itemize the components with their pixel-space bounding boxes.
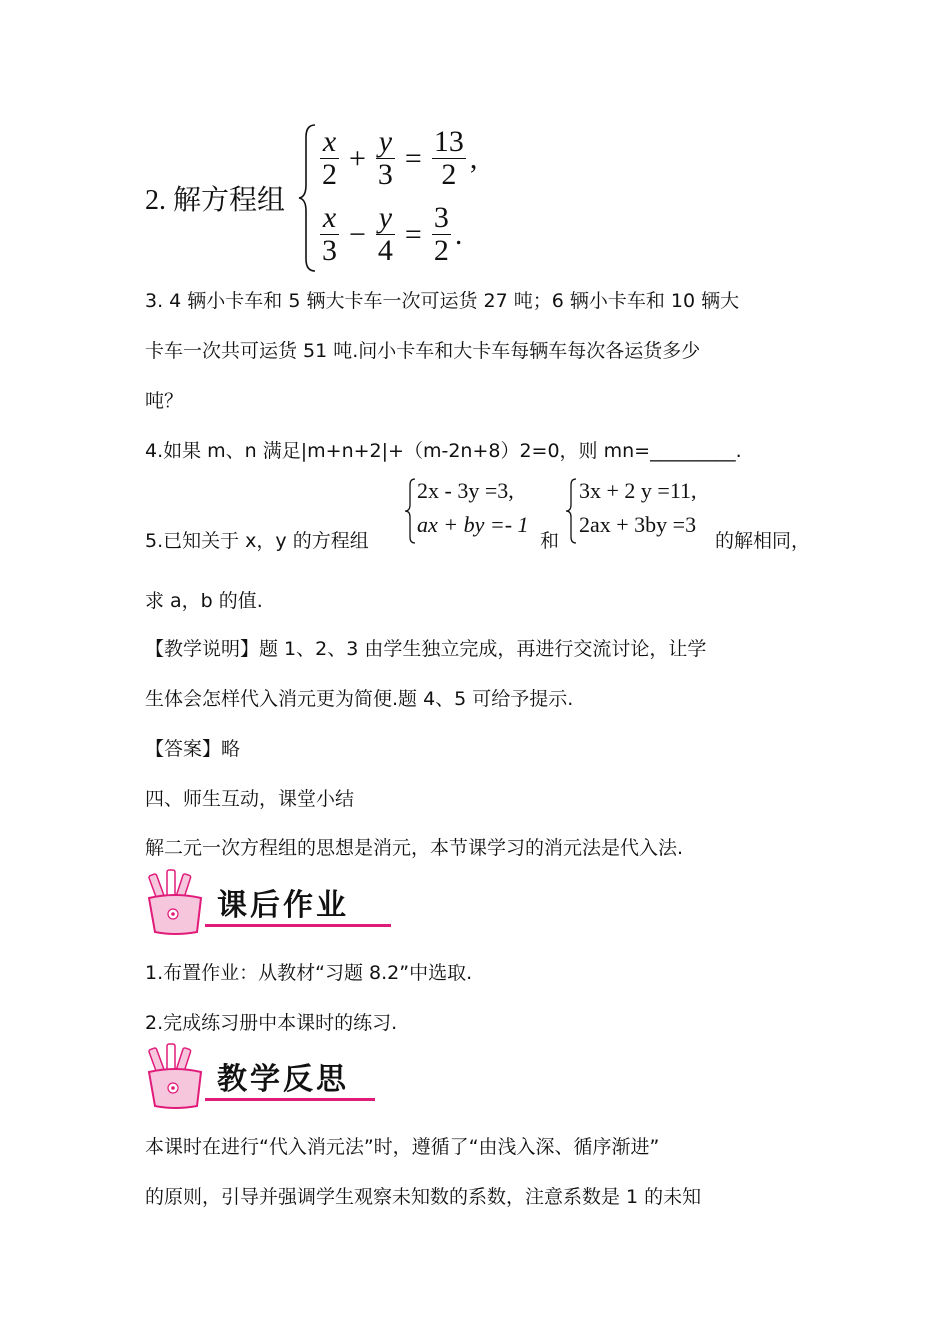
system-1-eq1: 2x - 3y =3,	[417, 478, 514, 503]
homework-banner-rule	[205, 924, 391, 927]
system-2-eq2: 2ax + 3by =3	[579, 512, 697, 537]
problem-2-label: 2. 解方程组	[145, 185, 286, 216]
problem-3-line-3: 吨？	[145, 390, 184, 412]
section-4-text: 解二元一次方程组的思想是消元，本节课学习的消元法是代入法.	[145, 837, 684, 859]
reflection-banner-title: 教学反思	[217, 1062, 349, 1097]
problem-4: 4.如果 m、n 满足|m+n+2|+（m-2n+8）2=0，则 mn=_________.	[145, 440, 742, 462]
reflection-banner-rule	[205, 1098, 375, 1101]
answer: 【答案】略	[145, 738, 241, 760]
problem-2-eq1: $\frac{x}{2}$ + $\frac{y}{3}$ = $\frac{13}{2}$ ,	[322, 125, 478, 191]
reflection-banner	[145, 1042, 385, 1110]
system-1-eq2: ax + by =- 1	[417, 512, 529, 537]
homework-item-2: 2.完成练习册中本课时的练习.	[145, 1012, 398, 1034]
reflection-line-2: 的原则，引导并强调学生观察未知数的系数，注意系数是 1 的未知	[145, 1186, 702, 1208]
problem-2	[145, 120, 565, 280]
homework-item-1: 1.布置作业：从教材“习题 8.2”中选取.	[145, 962, 473, 984]
section-4-heading: 四、师生互动，课堂小结	[145, 788, 355, 810]
problem-5	[145, 472, 825, 562]
left-brace-icon	[565, 478, 577, 544]
problem-5-line-2: 求 a，b 的值.	[145, 590, 263, 612]
problem-3-line-1: 3. 4 辆小卡车和 5 辆大卡车一次可运货 27 吨；6 辆小卡车和 10 辆大	[145, 290, 740, 312]
problem-3-line-2: 卡车一次共可运货 51 吨.问小卡车和大卡车每辆车每次各运货多少	[145, 340, 701, 362]
teaching-note-line-2: 生体会怎样代入消元更为简便.题 4、5 可给予提示.	[145, 688, 574, 710]
problem-2-eq2: $\frac{x}{3}$ − $\frac{y}{4}$ = $\frac{3}{2}$ .	[322, 201, 463, 267]
left-brace-icon	[404, 478, 416, 544]
homework-banner	[145, 868, 405, 936]
system-2-eq1: 3x + 2 y =11,	[579, 478, 697, 503]
left-brace-icon	[297, 123, 317, 273]
homework-banner-title: 课后作业	[217, 888, 349, 923]
problem-5-suffix: 的解相同，	[715, 530, 811, 552]
teaching-note-line-1: 【教学说明】题 1、2、3 由学生独立完成，再进行交流讨论，让学	[145, 638, 707, 660]
reflection-line-1: 本课时在进行“代入消元法”时，遵循了“由浅入深、循序渐进”	[145, 1136, 660, 1158]
problem-5-prefix: 5.已知关于 x，y 的方程组	[145, 530, 369, 552]
problem-5-middle: 和	[540, 530, 560, 552]
